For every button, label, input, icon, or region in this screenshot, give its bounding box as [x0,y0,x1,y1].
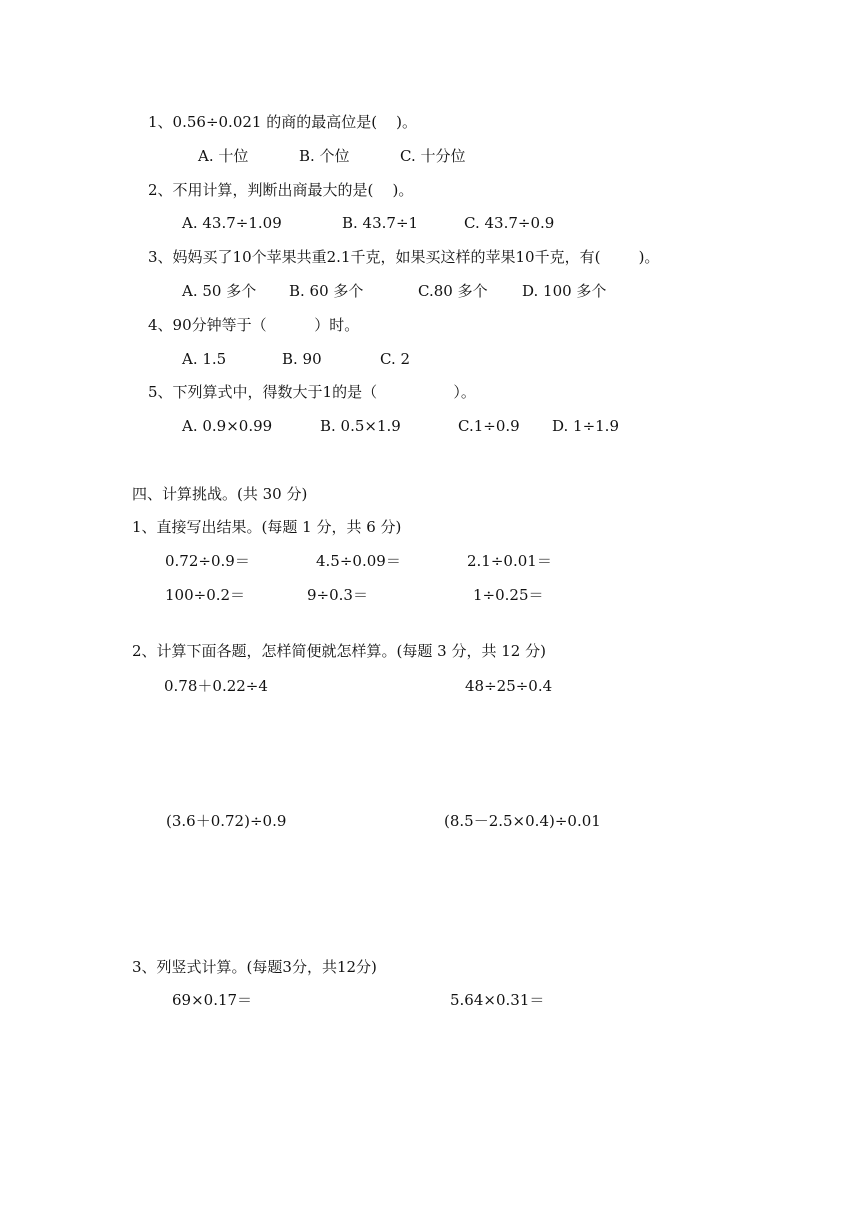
oral-calc-item: 9÷0.3＝ [307,586,368,604]
question-3-option-a: A. 50 多个 [182,282,257,300]
question-4-option-b: B. 90 [282,350,322,368]
part-2-title: 2、计算下面各题，怎样简便就怎样算。(每题 3 分，共 12 分) [132,642,546,660]
question-5-option-c: C.1÷0.9 [458,417,520,435]
simplify-calc-item: 0.78＋0.22÷4 [164,677,268,695]
oral-calc-item: 100÷0.2＝ [165,586,246,604]
question-1-stem: 1、0.56÷0.021 的商的最高位是( )。 [148,113,417,131]
question-2-stem: 2、不用计算，判断出商最大的是( )。 [148,181,414,199]
oral-calc-item: 4.5÷0.09＝ [316,552,401,570]
question-5-option-b: B. 0.5×1.9 [320,417,401,435]
question-3-stem: 3、妈妈买了10个苹果共重2.1千克，如果买这样的苹果10千克，有( )。 [148,248,660,266]
question-3-option-d: D. 100 多个 [522,282,607,300]
question-1-option-a: A. 十位 [198,147,249,165]
question-5-option-a: A. 0.9×0.99 [182,417,273,435]
question-3-option-c: C.80 多个 [418,282,488,300]
question-5-option-d: D. 1÷1.9 [552,417,619,435]
question-1-option-c: C. 十分位 [400,147,466,165]
question-5-stem: 5、下列算式中，得数大于1的是（ ）。 [148,383,476,401]
question-2-option-c: C. 43.7÷0.9 [464,214,555,232]
part-3-title: 3、列竖式计算。(每题3分，共12分) [132,958,377,976]
oral-calc-item: 0.72÷0.9＝ [165,552,250,570]
oral-calc-item: 2.1÷0.01＝ [467,552,552,570]
question-2-option-b: B. 43.7÷1 [342,214,419,232]
question-3-option-b: B. 60 多个 [289,282,364,300]
question-2-option-a: A. 43.7÷1.09 [182,214,282,232]
question-4-stem: 4、90分钟等于（ ）时。 [148,316,360,334]
simplify-calc-item: (3.6＋0.72)÷0.9 [166,812,287,830]
simplify-calc-item: (8.5－2.5×0.4)÷0.01 [444,812,601,830]
question-4-option-a: A. 1.5 [182,350,227,368]
question-4-option-c: C. 2 [380,350,411,368]
vertical-calc-item: 69×0.17＝ [172,991,253,1009]
simplify-calc-item: 48÷25÷0.4 [465,677,553,695]
section-4-heading: 四、计算挑战。(共 30 分) [132,485,308,503]
oral-calc-item: 1÷0.25＝ [473,586,544,604]
vertical-calc-item: 5.64×0.31＝ [450,991,545,1009]
part-1-title: 1、直接写出结果。(每题 1 分，共 6 分) [132,518,402,536]
question-1-option-b: B. 个位 [299,147,350,165]
